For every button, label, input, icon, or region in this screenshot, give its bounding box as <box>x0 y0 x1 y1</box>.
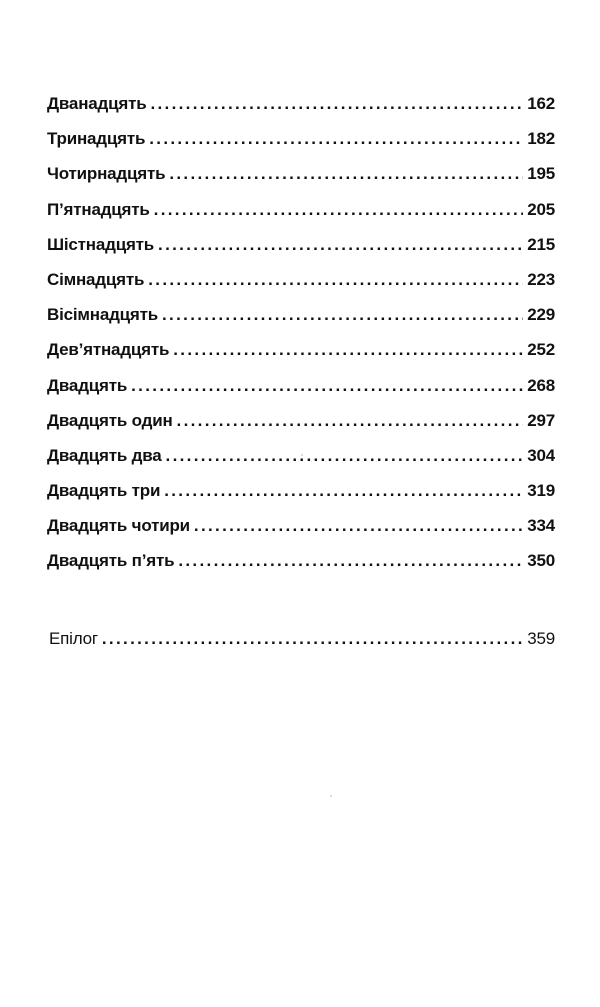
toc-entry-title: Шістнадцять <box>47 234 155 254</box>
toc-entry-page: 195 <box>527 164 555 184</box>
toc-entry-page: 304 <box>527 445 555 465</box>
toc-entry-title: Вісімнадцять <box>47 305 159 325</box>
toc-epilogue <box>49 629 555 664</box>
dot-leader <box>169 164 523 184</box>
toc-entry-page: 359 <box>527 629 555 648</box>
toc-entry-title: Двадцять п’ять <box>47 551 175 571</box>
toc-entry-title: Тринадцять <box>47 129 146 149</box>
dot-leader <box>148 270 523 290</box>
toc-entry <box>47 270 555 305</box>
toc-entry-title: Двадцять чотири <box>47 516 190 536</box>
toc-entry-title: Двадцять один <box>47 410 173 430</box>
paper-speck <box>301 454 303 456</box>
toc-entry <box>47 481 555 516</box>
toc-entry-page: 162 <box>527 94 555 113</box>
dot-leader <box>166 446 524 466</box>
paper-speck <box>330 795 332 797</box>
toc-entry-title: Двадцять три <box>47 481 161 501</box>
dot-leader <box>194 516 523 536</box>
toc-entry-page: 297 <box>527 410 555 430</box>
toc-entry <box>47 551 555 586</box>
table-of-contents <box>47 94 555 587</box>
toc-entry <box>47 235 555 270</box>
toc-entry-title: П’ятнадцять <box>47 199 150 219</box>
toc-entry-title: Двадцять <box>47 375 128 395</box>
toc-entry-title: Епілог <box>49 629 98 648</box>
toc-entry-page: 205 <box>527 199 555 219</box>
toc-entry-title: Дев’ятнадцять <box>47 340 170 360</box>
toc-entry-page: 350 <box>527 551 555 571</box>
dot-leader <box>177 411 524 431</box>
toc-entry <box>47 129 555 164</box>
dot-leader <box>131 376 523 396</box>
toc-entry-page: 334 <box>527 516 555 536</box>
dot-leader <box>162 305 523 325</box>
dot-leader <box>149 129 523 149</box>
dot-leader <box>158 235 523 255</box>
toc-entry <box>47 340 555 375</box>
toc-entry <box>47 446 555 481</box>
toc-entry <box>47 200 555 235</box>
toc-entry <box>47 164 555 199</box>
toc-entry-title: Сімнадцять <box>47 269 145 289</box>
toc-entry-page: 268 <box>527 375 555 395</box>
toc-entry-page: 252 <box>527 340 555 360</box>
toc-entry <box>47 94 555 129</box>
dot-leader <box>173 340 523 360</box>
toc-entry-title: Чотирнадцять <box>47 164 166 184</box>
dot-leader <box>164 481 523 501</box>
toc-entry <box>47 305 555 340</box>
dot-leader <box>102 629 523 649</box>
toc-entry-page: 182 <box>527 129 555 149</box>
toc-entry-page: 229 <box>527 305 555 325</box>
toc-entry <box>47 516 555 551</box>
toc-entry-page: 215 <box>527 234 555 254</box>
toc-entry <box>47 411 555 446</box>
dot-leader <box>154 200 524 220</box>
toc-entry-title: Дванадцять <box>47 94 147 113</box>
toc-entry-title: Двадцять два <box>47 445 162 465</box>
dot-leader <box>150 94 523 114</box>
toc-entry <box>47 376 555 411</box>
toc-entry-epilogue <box>49 629 555 664</box>
dot-leader <box>178 551 523 571</box>
toc-entry-page: 223 <box>527 269 555 289</box>
toc-entry-page: 319 <box>527 481 555 501</box>
